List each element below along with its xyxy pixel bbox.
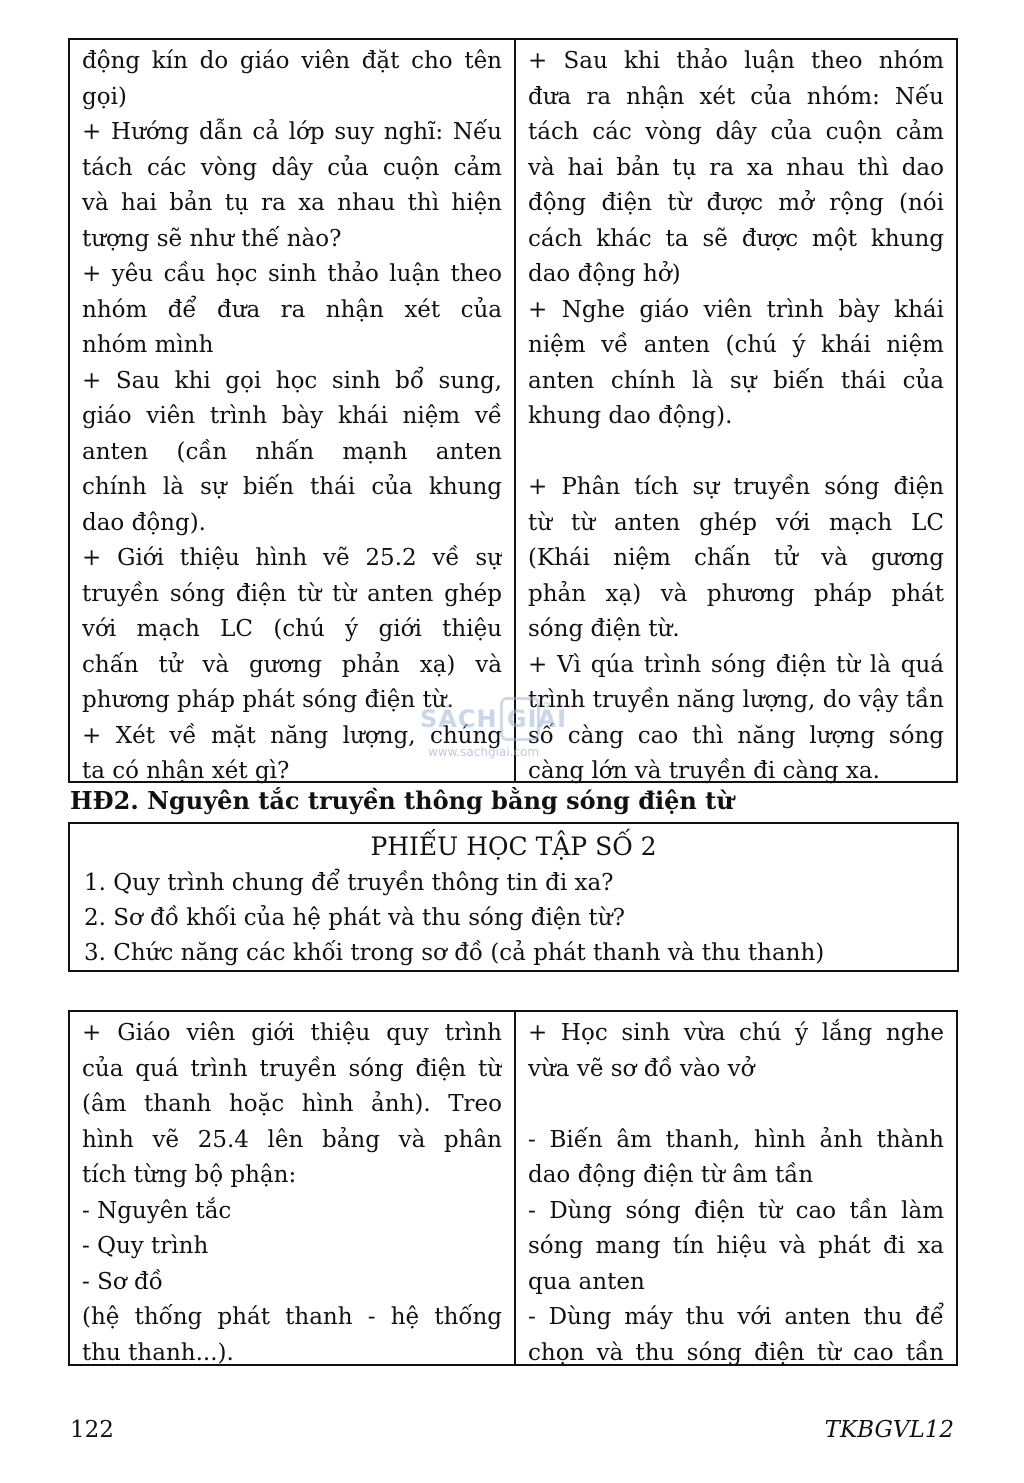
text-line: của quá trình truyền sóng điện từ xyxy=(82,1055,502,1082)
blank-line xyxy=(528,435,944,471)
text-line: tách các vòng dây của cuộn cảm xyxy=(82,154,502,181)
text-line: tích từng bộ phận: xyxy=(82,1162,297,1188)
worksheet-title: PHIẾU HỌC TẬP SỐ 2 xyxy=(370,832,657,861)
text-line: động kín do giáo viên đặt cho tên xyxy=(82,48,502,74)
worksheet-question: 2. Sơ đồ khối của hệ phát và thu sóng điện từ? xyxy=(84,905,625,931)
watermark-url: www.sachgiai.com xyxy=(428,745,540,759)
text-line: khung dao động). xyxy=(528,403,733,429)
text-line: + Vì qúa trình sóng điện từ là quá xyxy=(528,651,944,678)
text-line: với mạch LC (chú ý giới thiệu xyxy=(82,616,502,642)
text-line: (âm thanh hoặc hình ảnh). Treo xyxy=(82,1091,502,1117)
section-heading: HĐ2. Nguyên tắc truyền thông bằng sóng điện từ xyxy=(70,786,734,815)
book-code: TKBGVL12 xyxy=(824,1417,954,1443)
text-line: + Sau khi gọi học sinh bổ sung, xyxy=(82,367,502,394)
text-line: dao động điện từ âm tần xyxy=(528,1162,814,1188)
teacher-activity-column xyxy=(70,1012,516,1364)
text-line: - Nguyên tắc xyxy=(82,1197,232,1224)
teacher-activity-column xyxy=(70,40,516,784)
blank-line xyxy=(528,1087,944,1123)
text-line: niệm về anten (chú ý khái niệm xyxy=(528,332,944,358)
text-line: phương pháp phát sóng điện từ. xyxy=(82,687,454,713)
text-line: vừa vẽ sơ đồ vào vở xyxy=(528,1055,755,1082)
text-line: nhóm mình xyxy=(82,332,214,358)
text-line: dao động hở) xyxy=(528,261,681,287)
text-line: ta có nhận xét gì? xyxy=(82,758,290,784)
text-line: - Quy trình xyxy=(82,1233,209,1259)
text-line: - Biến âm thanh, hình ảnh thành xyxy=(528,1126,944,1153)
text-line: cách khác ta sẽ được một khung xyxy=(528,225,944,252)
text-line: giáo viên trình bày khái niệm về xyxy=(82,403,502,429)
text-line: - Dùng sóng điện từ cao tần làm xyxy=(528,1197,944,1224)
text-line: từ từ anten ghép với mạch LC xyxy=(528,509,944,536)
text-line: + Nghe giáo viên trình bày khái xyxy=(528,296,944,323)
student-activity-column xyxy=(516,40,956,784)
watermark-brand: SÁCH GIẢI xyxy=(420,705,568,733)
worksheet-question: 1. Quy trình chung để truyền thông tin đi xa? xyxy=(84,870,614,896)
text-line: trình truyền năng lượng, do vậy tần xyxy=(528,687,944,713)
text-line: gọi) xyxy=(82,83,127,110)
activity-table-1 xyxy=(68,38,958,783)
text-line: tách các vòng dây của cuộn cảm xyxy=(528,119,944,145)
text-line: chọn và thu sóng điện từ cao tần xyxy=(528,1339,944,1366)
text-line: và hai bản tụ ra xa nhau thì dao xyxy=(528,154,944,181)
text-line: + Sau khi thảo luận theo nhóm xyxy=(528,48,944,74)
student-activity-column xyxy=(516,1012,956,1364)
text-line: + Phân tích sự truyền sóng điện xyxy=(528,474,944,500)
text-line: anten (cần nhấn mạnh anten xyxy=(82,438,502,465)
text-line: tượng sẽ như thế nào? xyxy=(82,225,342,252)
text-line: qua anten xyxy=(528,1268,645,1295)
text-line: nhóm để đưa ra nhận xét của xyxy=(82,296,502,323)
text-line: + Xét về mặt năng lượng, chúng xyxy=(82,722,502,749)
worksheet-box xyxy=(68,822,959,972)
text-line: + Học sinh vừa chú ý lắng nghe xyxy=(528,1020,944,1046)
text-line: (hệ thống phát thanh - hệ thống xyxy=(82,1304,502,1330)
text-line: sóng điện từ. xyxy=(528,616,680,642)
text-line: - Sơ đồ xyxy=(82,1268,163,1295)
text-line: phản xạ) và phương pháp phát xyxy=(528,580,944,607)
text-line: + Hướng dẫn cả lớp suy nghĩ: Nếu xyxy=(82,119,502,145)
page-number: 122 xyxy=(70,1417,114,1443)
text-line: động điện từ được mở rộng (nói xyxy=(528,190,944,216)
text-line: + Giáo viên giới thiệu quy trình xyxy=(82,1020,502,1046)
text-line: (Khái niệm chấn tử và gương xyxy=(528,545,944,571)
text-line: chấn tử và gương phản xạ) và xyxy=(82,651,502,678)
text-line: chính là sự biến thái của khung xyxy=(82,474,502,500)
text-line: hình vẽ 25.4 lên bảng và phân xyxy=(82,1126,502,1153)
text-line: anten chính là sự biến thái của xyxy=(528,367,944,394)
text-line: càng lớn và truyền đi càng xa. xyxy=(528,758,880,784)
text-line: - Dùng máy thu với anten thu để xyxy=(528,1304,944,1330)
text-line: sóng mang tín hiệu và phát đi xa xyxy=(528,1233,944,1259)
text-line: + Giới thiệu hình vẽ 25.2 về sự xyxy=(82,545,502,571)
text-line: đưa ra nhận xét của nhóm: Nếu xyxy=(528,83,944,110)
text-line: thu thanh...). xyxy=(82,1339,234,1366)
worksheet-question: 3. Chức năng các khối trong sơ đồ (cả phát thanh và thu thanh) xyxy=(84,940,825,966)
text-line: truyền sóng điện từ từ anten ghép xyxy=(82,580,502,607)
text-line: số càng cao thì năng lượng sóng xyxy=(528,722,944,749)
text-line: và hai bản tụ ra xa nhau thì hiện xyxy=(82,190,502,216)
text-line: dao động). xyxy=(82,509,206,536)
text-line: + yêu cầu học sinh thảo luận theo xyxy=(82,261,502,287)
activity-table-2 xyxy=(68,1010,958,1366)
